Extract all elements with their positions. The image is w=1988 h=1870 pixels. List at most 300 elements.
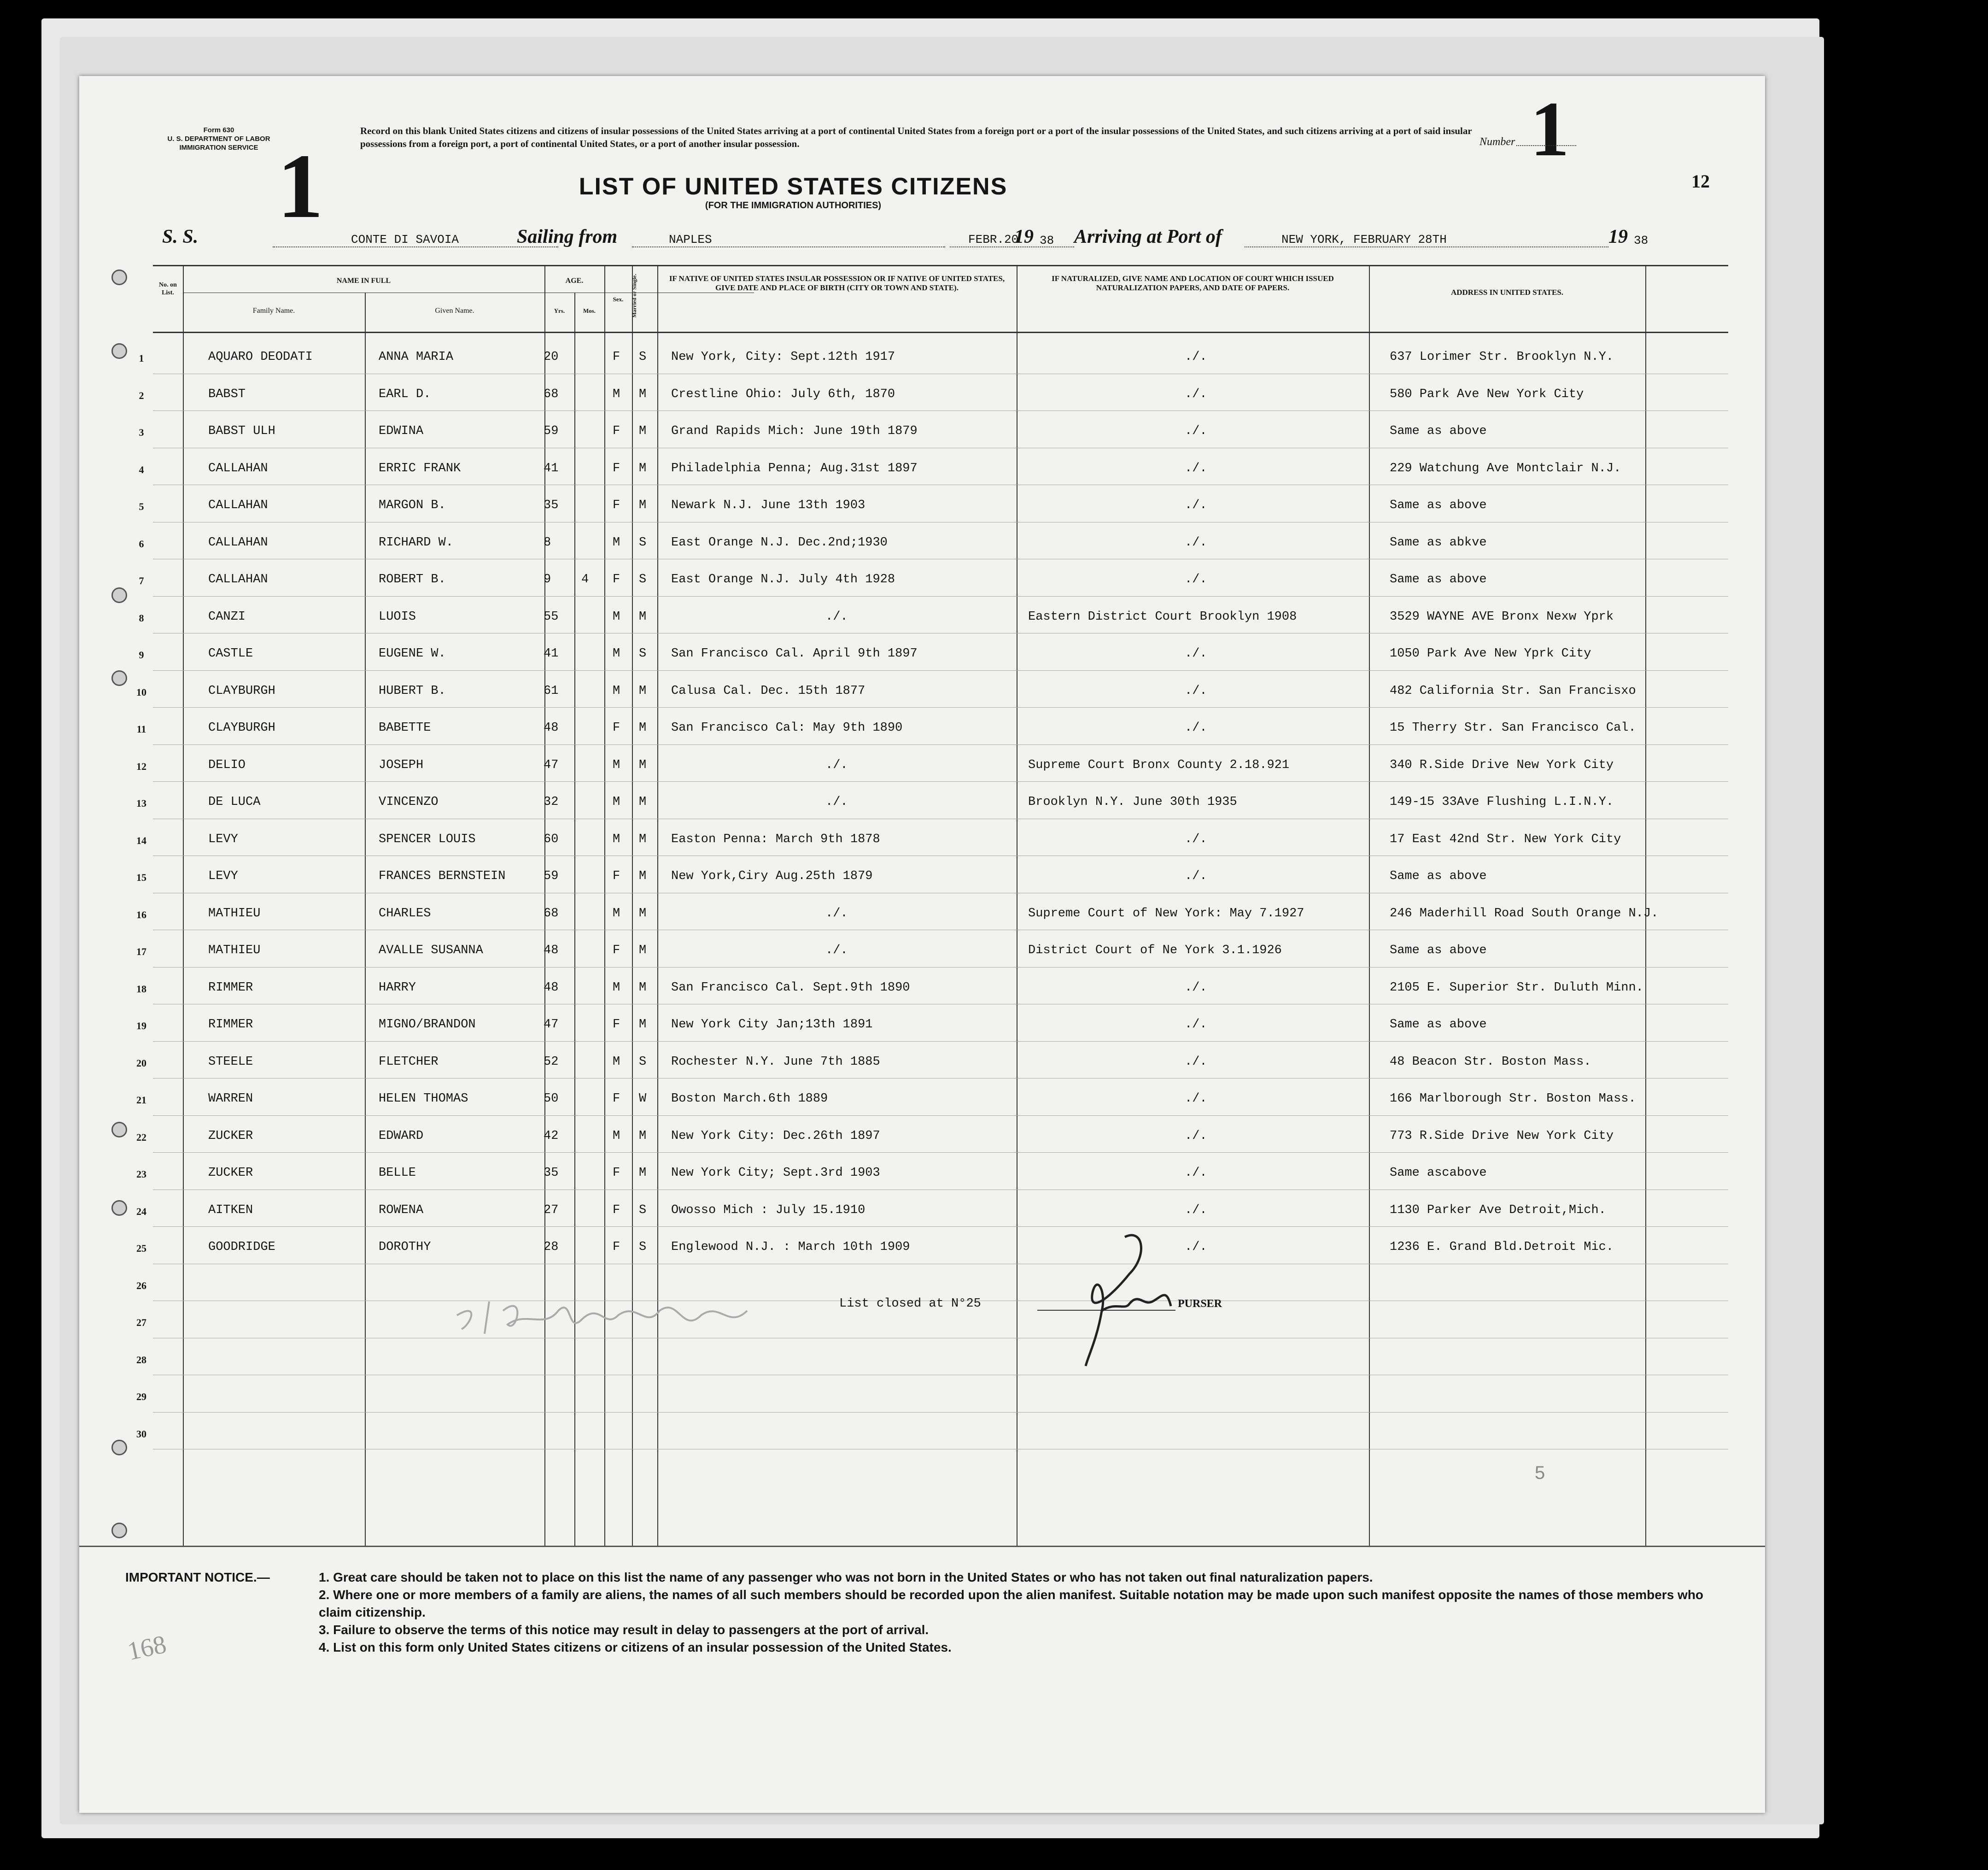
- row-rule: [153, 1078, 1728, 1079]
- naturalization-cell: ./.: [1185, 647, 1207, 661]
- family-name-cell: RIMMER: [208, 980, 253, 995]
- birth-cell: ./.: [825, 610, 848, 624]
- row-rule: [153, 670, 1728, 671]
- age-years-cell: 42: [544, 1129, 559, 1143]
- notice-heading: IMPORTANT NOTICE.—: [125, 1570, 270, 1584]
- form-number: Form 630: [203, 126, 234, 134]
- given-name-cell: VINCENZO: [379, 795, 439, 809]
- given-name-cell: EDWINA: [379, 424, 424, 438]
- naturalization-cell: ./.: [1185, 1018, 1207, 1032]
- marital-status-cell: M: [639, 906, 647, 920]
- department: U. S. DEPARTMENT OF LABOR: [167, 135, 270, 143]
- naturalization-cell: ./.: [1185, 1092, 1207, 1106]
- row-number: 1: [139, 352, 144, 364]
- sex-cell: F: [613, 1166, 620, 1180]
- age-years-cell: 28: [544, 1240, 559, 1254]
- page-subtitle: (FOR THE IMMIGRATION AUTHORITIES): [705, 200, 882, 211]
- sex-cell: F: [613, 721, 620, 735]
- marital-status-cell: S: [639, 573, 647, 586]
- sex-cell: M: [613, 980, 620, 995]
- address-cell: Same as above: [1390, 573, 1487, 586]
- address-cell: Same as abkve: [1390, 535, 1487, 550]
- age-years-cell: 59: [544, 424, 559, 438]
- sex-cell: M: [613, 1055, 620, 1069]
- purser-label: PURSER: [1178, 1298, 1222, 1310]
- col-divider: [632, 265, 633, 1546]
- age-months-cell: 4: [581, 573, 589, 586]
- row-number: 2: [139, 389, 144, 401]
- age-years-cell: 61: [544, 684, 559, 698]
- given-name-cell: RICHARD W.: [379, 535, 454, 550]
- corner-number: 12: [1691, 171, 1710, 192]
- col-header-address: ADDRESS IN UNITED STATES.: [1450, 288, 1564, 297]
- birth-cell: ./.: [825, 906, 848, 920]
- row-rule: [153, 744, 1728, 745]
- year2-suffix: 38: [1634, 234, 1649, 247]
- birth-cell: New York City: Dec.26th 1897: [671, 1129, 880, 1143]
- marital-status-cell: M: [639, 498, 647, 512]
- family-name-cell: DE LUCA: [208, 795, 261, 809]
- number-label: Number: [1479, 136, 1515, 148]
- row-number: 18: [136, 983, 146, 995]
- row-number: 6: [139, 538, 144, 550]
- family-name-cell: RIMMER: [208, 1018, 253, 1032]
- sex-cell: F: [613, 573, 620, 586]
- given-name-cell: FRANCES BERNSTEIN: [379, 869, 506, 883]
- address-cell: 15 Therry Str. San Francisco Cal.: [1390, 721, 1636, 735]
- row-number: 5: [139, 501, 144, 512]
- row-number: 29: [136, 1391, 146, 1402]
- given-name-cell: JOSEPH: [379, 758, 424, 772]
- naturalization-cell: ./.: [1185, 869, 1207, 883]
- age-years-cell: 32: [544, 795, 559, 809]
- family-name-cell: WARREN: [208, 1092, 253, 1106]
- birth-cell: Newark N.J. June 13th 1903: [671, 498, 865, 512]
- binder-hole: [111, 343, 127, 359]
- birth-cell: New York,Ciry Aug.25th 1879: [671, 869, 873, 883]
- table-top-border: [153, 265, 1728, 266]
- address-cell: 340 R.Side Drive New York City: [1390, 758, 1614, 772]
- page-title: LIST OF UNITED STATES CITIZENS: [579, 173, 1008, 200]
- address-cell: 773 R.Side Drive New York City: [1390, 1129, 1614, 1143]
- birth-cell: Boston March.6th 1889: [671, 1092, 828, 1106]
- given-name-cell: ANNA MARIA: [379, 350, 454, 364]
- naturalization-cell: ./.: [1185, 684, 1207, 698]
- col-divider: [365, 293, 366, 1546]
- year-prefix: 19: [1014, 226, 1034, 247]
- birth-cell: New York City; Sept.3rd 1903: [671, 1166, 880, 1180]
- service: IMMIGRATION SERVICE: [179, 144, 258, 152]
- given-name-cell: HELEN THOMAS: [379, 1092, 468, 1106]
- row-number: 14: [136, 834, 146, 846]
- age-years-cell: 68: [544, 387, 559, 401]
- col-divider: [1645, 265, 1646, 1546]
- ss-label: S. S.: [162, 226, 199, 247]
- sex-cell: F: [613, 424, 620, 438]
- address-cell: Same as above: [1390, 424, 1487, 438]
- naturalization-cell: ./.: [1185, 721, 1207, 735]
- row-number: 7: [139, 575, 144, 586]
- address-cell: 229 Watchung Ave Montclair N.J.: [1390, 461, 1621, 475]
- age-years-cell: 35: [544, 1166, 559, 1180]
- family-name-cell: DELIO: [208, 758, 246, 772]
- given-name-cell: AVALLE SUSANNA: [379, 944, 483, 957]
- naturalization-cell: ./.: [1185, 1240, 1207, 1254]
- birth-cell: San Francisco Cal. April 9th 1897: [671, 647, 918, 661]
- birth-cell: Philadelphia Penna; Aug.31st 1897: [671, 461, 918, 475]
- row-number: 22: [136, 1131, 146, 1143]
- given-name-cell: CHARLES: [379, 906, 431, 920]
- margin-number: 168: [125, 1630, 169, 1666]
- row-rule: [153, 1226, 1728, 1227]
- naturalization-cell: District Court of Ne York 3.1.1926: [1028, 944, 1282, 957]
- row-number: 20: [136, 1057, 146, 1069]
- row-number: 21: [136, 1094, 146, 1106]
- address-cell: 580 Park Ave New York City: [1390, 387, 1584, 401]
- given-name-cell: BABETTE: [379, 721, 431, 735]
- marital-status-cell: S: [639, 350, 647, 364]
- notice-item-2: 2. Where one or more members of a family are aliens, the names of all such members should be recorded upon the alien manifest. Suitable notation may be made upon such manifest opposite the names of those members who claim citizenship.: [319, 1588, 1704, 1619]
- row-rule: [153, 1412, 1728, 1413]
- given-name-cell: LUOIS: [379, 610, 416, 624]
- sex-cell: M: [613, 647, 620, 661]
- address-cell: 2105 E. Superior Str. Duluth Minn.: [1390, 980, 1643, 995]
- age-years-cell: 50: [544, 1092, 559, 1106]
- marital-status-cell: M: [639, 758, 647, 772]
- record-instruction: Record on this blank United States citizens and citizens of insular possessions of the United States arriving at a port of continental United States from a foreign port or a port of the insular possessions of the United States, and such citizens arriving at a port of said insular possessions from a foreign port, a port of continental United States, or a port of another insular possession.: [360, 125, 1472, 149]
- age-years-cell: 59: [544, 869, 559, 883]
- binder-hole: [111, 1440, 127, 1455]
- sex-cell: F: [613, 1092, 620, 1106]
- inspector-handwriting: [452, 1283, 867, 1338]
- naturalization-cell: ./.: [1185, 498, 1207, 512]
- birth-cell: San Francisco Cal: May 9th 1890: [671, 721, 903, 735]
- sex-cell: M: [613, 684, 620, 698]
- row-number: 9: [139, 649, 144, 661]
- birth-cell: ./.: [825, 795, 848, 809]
- family-name-cell: ZUCKER: [208, 1166, 253, 1180]
- marital-status-cell: W: [639, 1092, 647, 1106]
- col-header-sex: Sex.: [613, 296, 624, 303]
- given-name-cell: EUGENE W.: [379, 647, 446, 661]
- birth-cell: New York City Jan;13th 1891: [671, 1018, 873, 1032]
- naturalization-cell: ./.: [1185, 1129, 1207, 1143]
- age-years-cell: 35: [544, 498, 559, 512]
- given-name-cell: ERRIC FRANK: [379, 461, 461, 475]
- family-name-cell: CALLAHAN: [208, 461, 268, 475]
- sex-cell: F: [613, 869, 620, 883]
- family-name-cell: CANZI: [208, 610, 246, 624]
- address-cell: 1236 E. Grand Bld.Detroit Mic.: [1390, 1240, 1614, 1254]
- row-rule: [153, 1115, 1728, 1116]
- marital-status-cell: M: [639, 684, 647, 698]
- port-to: NEW YORK, FEBRUARY 28TH: [1245, 233, 1608, 247]
- sex-cell: F: [613, 498, 620, 512]
- family-name-cell: CLAYBURGH: [208, 684, 275, 698]
- age-years-cell: 41: [544, 461, 559, 475]
- naturalization-cell: ./.: [1185, 461, 1207, 475]
- address-cell: 1050 Park Ave New Yprk City: [1390, 647, 1591, 661]
- address-cell: Same as above: [1390, 869, 1487, 883]
- marital-status-cell: S: [639, 535, 647, 550]
- age-years-cell: 48: [544, 980, 559, 995]
- given-name-cell: HUBERT B.: [379, 684, 446, 698]
- sex-cell: M: [613, 387, 620, 401]
- sex-cell: M: [613, 535, 620, 550]
- col-divider: [657, 265, 658, 1546]
- row-number: 13: [136, 797, 146, 809]
- family-name-cell: CASTLE: [208, 647, 253, 661]
- row-number: 26: [136, 1279, 146, 1291]
- row-number: 11: [136, 723, 146, 735]
- table-bottom-border: [79, 1546, 1765, 1547]
- marital-status-cell: M: [639, 795, 647, 809]
- age-years-cell: 68: [544, 906, 559, 920]
- family-name-cell: STEELE: [208, 1055, 253, 1069]
- col-header-no: No. on List.: [159, 281, 177, 296]
- list-closed: List closed at N°25: [839, 1297, 981, 1311]
- age-years-cell: 9: [544, 573, 551, 586]
- sex-cell: M: [613, 906, 620, 920]
- birth-cell: Owosso Mich : July 15.1910: [671, 1203, 865, 1217]
- naturalization-cell: Brooklyn N.Y. June 30th 1935: [1028, 795, 1237, 809]
- col-divider: [574, 293, 575, 1546]
- binder-hole: [111, 1200, 127, 1216]
- age-years-cell: 52: [544, 1055, 559, 1069]
- row-number: 16: [136, 909, 146, 920]
- age-years-cell: 47: [544, 1018, 559, 1032]
- table-header-border: [153, 332, 1728, 333]
- row-number: 8: [139, 612, 144, 624]
- notice-item-3: 3. Failure to observe the terms of this notice may result in delay to passengers at the port of arrival.: [319, 1623, 929, 1637]
- col-divider: [604, 265, 605, 1546]
- naturalization-cell: ./.: [1185, 980, 1207, 995]
- page-mark-left: 1: [277, 135, 323, 237]
- sex-cell: F: [613, 1018, 620, 1032]
- sex-cell: F: [613, 1240, 620, 1254]
- birth-cell: Calusa Cal. Dec. 15th 1877: [671, 684, 865, 698]
- birth-cell: Easton Penna: March 9th 1878: [671, 832, 880, 846]
- arriving-label: Arriving at Port of: [1074, 226, 1222, 247]
- birth-cell: Englewood N.J. : March 10th 1909: [671, 1240, 910, 1254]
- given-name-cell: DOROTHY: [379, 1240, 431, 1254]
- row-number: 12: [136, 760, 146, 772]
- col-header-given: Given Name.: [435, 307, 474, 315]
- family-name-cell: LEVY: [208, 869, 238, 883]
- port-from: NAPLES: [632, 233, 945, 247]
- sex-cell: F: [613, 1203, 620, 1217]
- marital-status-cell: S: [639, 1055, 647, 1069]
- address-cell: 149-15 33Ave Flushing L.I.N.Y.: [1390, 795, 1614, 809]
- naturalization-cell: ./.: [1185, 387, 1207, 401]
- address-cell: 3529 WAYNE AVE Bronx Nexw Yprk: [1390, 610, 1614, 624]
- notice-item-1: 1. Great care should be taken not to place on this list the name of any passenger who was not born in the United States or who has not taken out final naturalization papers.: [319, 1570, 1373, 1584]
- given-name-cell: FLETCHER: [379, 1055, 439, 1069]
- family-name-cell: BABST: [208, 387, 246, 401]
- family-name-cell: CALLAHAN: [208, 573, 268, 586]
- address-cell: 637 Lorimer Str. Brooklyn N.Y.: [1390, 350, 1614, 364]
- age-years-cell: 20: [544, 350, 559, 364]
- address-cell: 482 California Str. San Francisxo: [1390, 684, 1636, 698]
- address-cell: 1130 Parker Ave Detroit,Mich.: [1390, 1203, 1606, 1217]
- given-name-cell: MARGON B.: [379, 498, 446, 512]
- col-header-age: AGE.: [565, 277, 584, 285]
- row-number: 25: [136, 1243, 146, 1254]
- naturalization-cell: ./.: [1185, 424, 1207, 438]
- notice-item-4: 4. List on this form only United States citizens or citizens of an insular possession of the United States.: [319, 1640, 952, 1654]
- year-suffix: 38: [1040, 234, 1054, 247]
- family-name-cell: CALLAHAN: [208, 498, 268, 512]
- family-name-cell: CLAYBURGH: [208, 721, 275, 735]
- sex-cell: M: [613, 1129, 620, 1143]
- binder-hole: [111, 670, 127, 686]
- row-number: 10: [136, 686, 146, 698]
- given-name-cell: BELLE: [379, 1166, 416, 1180]
- given-name-cell: SPENCER LOUIS: [379, 832, 476, 846]
- sex-cell: F: [613, 461, 620, 475]
- marital-status-cell: M: [639, 869, 647, 883]
- row-rule: [153, 1152, 1728, 1153]
- age-years-cell: 8: [544, 535, 551, 550]
- age-years-cell: 48: [544, 721, 559, 735]
- binder-hole: [111, 1122, 127, 1137]
- naturalization-cell: ./.: [1185, 1166, 1207, 1180]
- purser-signature: [1037, 1219, 1185, 1371]
- binder-hole: [111, 587, 127, 603]
- number-value: 1: [1530, 86, 1569, 172]
- family-name-cell: AITKEN: [208, 1203, 253, 1217]
- row-rule: [153, 781, 1728, 782]
- sailing-label: Sailing from: [517, 226, 618, 247]
- col-header-mos: Mos.: [583, 307, 596, 314]
- row-number: 3: [139, 427, 144, 438]
- important-notice: [125, 1569, 1714, 1656]
- family-name-cell: AQUARO DEODATI: [208, 350, 313, 364]
- birth-cell: ./.: [825, 944, 848, 957]
- col-header-name-in-full: NAME IN FULL: [336, 277, 391, 285]
- row-number: 17: [136, 946, 146, 957]
- birth-cell: Grand Rapids Mich: June 19th 1879: [671, 424, 918, 438]
- sex-cell: F: [613, 944, 620, 957]
- family-name-cell: MATHIEU: [208, 906, 261, 920]
- address-cell: Same ascabove: [1390, 1166, 1487, 1180]
- row-rule: [153, 596, 1728, 597]
- address-cell: Same as above: [1390, 1018, 1487, 1032]
- family-name-cell: ZUCKER: [208, 1129, 253, 1143]
- row-rule: [153, 1041, 1728, 1042]
- row-number: 15: [136, 872, 146, 883]
- marital-status-cell: M: [639, 1166, 647, 1180]
- family-name-cell: LEVY: [208, 832, 238, 846]
- age-years-cell: 27: [544, 1203, 559, 1217]
- number-underline: [1516, 145, 1576, 146]
- naturalization-cell: Supreme Court Bronx County 2.18.921: [1028, 758, 1290, 772]
- manifest-page: [79, 76, 1765, 1813]
- row-number: 24: [136, 1205, 146, 1217]
- marital-status-cell: S: [639, 1240, 647, 1254]
- birth-cell: Rochester N.Y. June 7th 1885: [671, 1055, 880, 1069]
- sex-cell: M: [613, 610, 620, 624]
- marital-status-cell: M: [639, 610, 647, 624]
- col-header-yrs: Yrs.: [554, 307, 565, 314]
- col-header-naturalized: IF NATURALIZED, GIVE NAME AND LOCATION OF COURT WHICH ISSUED NATURALIZATION PAPERS, AND DATE OF PAPERS.: [1052, 274, 1334, 292]
- row-number: 4: [139, 463, 144, 475]
- marital-status-cell: M: [639, 387, 647, 401]
- col-header-married: Married or Single.: [631, 274, 637, 318]
- naturalization-cell: ./.: [1185, 535, 1207, 550]
- given-name-cell: EARL D.: [379, 387, 431, 401]
- age-years-cell: 48: [544, 944, 559, 957]
- age-years-cell: 60: [544, 832, 559, 846]
- row-rule: [153, 410, 1728, 411]
- given-name-cell: ROWENA: [379, 1203, 424, 1217]
- marital-status-cell: M: [639, 721, 647, 735]
- col-divider: [1369, 265, 1370, 1546]
- address-cell: 246 Maderhill Road South Orange N.J.: [1390, 906, 1659, 920]
- row-number: 19: [136, 1020, 146, 1032]
- row-number: 28: [136, 1354, 146, 1366]
- given-name-cell: ROBERT B.: [379, 573, 446, 586]
- form-header: [143, 126, 295, 152]
- date-from: FEBR.20: [950, 233, 1074, 247]
- birth-cell: ./.: [825, 758, 848, 772]
- naturalization-cell: Eastern District Court Brooklyn 1908: [1028, 610, 1297, 624]
- age-years-cell: 55: [544, 610, 559, 624]
- birth-cell: Crestline Ohio: July 6th, 1870: [671, 387, 895, 401]
- bottom-mark: 5: [1535, 1463, 1545, 1483]
- marital-status-cell: M: [639, 832, 647, 846]
- naturalization-cell: ./.: [1185, 832, 1207, 846]
- col-divider: [544, 265, 545, 1546]
- year2-prefix: 19: [1608, 226, 1628, 247]
- sex-cell: M: [613, 832, 620, 846]
- birth-cell: New York, City: Sept.12th 1917: [671, 350, 895, 364]
- sex-cell: M: [613, 795, 620, 809]
- address-cell: 17 East 42nd Str. New York City: [1390, 832, 1621, 846]
- family-name-cell: MATHIEU: [208, 944, 261, 957]
- naturalization-cell: ./.: [1185, 1203, 1207, 1217]
- row-number: 27: [136, 1317, 146, 1328]
- marital-status-cell: S: [639, 1203, 647, 1217]
- address-cell: 48 Beacon Str. Boston Mass.: [1390, 1055, 1591, 1069]
- col-header-family: Family Name.: [252, 307, 295, 315]
- birth-cell: San Francisco Cal. Sept.9th 1890: [671, 980, 910, 995]
- marital-status-cell: M: [639, 424, 647, 438]
- family-name-cell: GOODRIDGE: [208, 1240, 275, 1254]
- sex-cell: M: [613, 758, 620, 772]
- row-number: 30: [136, 1428, 146, 1440]
- given-name-cell: MIGNO/BRANDON: [379, 1018, 476, 1032]
- naturalization-cell: ./.: [1185, 573, 1207, 586]
- marital-status-cell: M: [639, 980, 647, 995]
- row-rule: [153, 707, 1728, 708]
- marital-status-cell: M: [639, 1129, 647, 1143]
- naturalization-cell: Supreme Court of New York: May 7.1927: [1028, 906, 1304, 920]
- birth-cell: East Orange N.J. Dec.2nd;1930: [671, 535, 888, 550]
- binder-hole: [111, 270, 127, 285]
- binder-hole: [111, 1523, 127, 1538]
- age-years-cell: 41: [544, 647, 559, 661]
- naturalization-cell: ./.: [1185, 1055, 1207, 1069]
- marital-status-cell: M: [639, 1018, 647, 1032]
- col-header-birth: IF NATIVE OF UNITED STATES INSULAR POSSESSION OR IF NATIVE OF UNITED STATES, GIVE DATE AND PLACE OF BIRTH (CITY OR TOWN AND STATE).: [669, 274, 1005, 292]
- given-name-cell: HARRY: [379, 980, 416, 995]
- given-name-cell: EDWARD: [379, 1129, 424, 1143]
- sex-cell: F: [613, 350, 620, 364]
- address-cell: 166 Marlborough Str. Boston Mass.: [1390, 1092, 1636, 1106]
- marital-status-cell: M: [639, 461, 647, 475]
- family-name-cell: BABST ULH: [208, 424, 275, 438]
